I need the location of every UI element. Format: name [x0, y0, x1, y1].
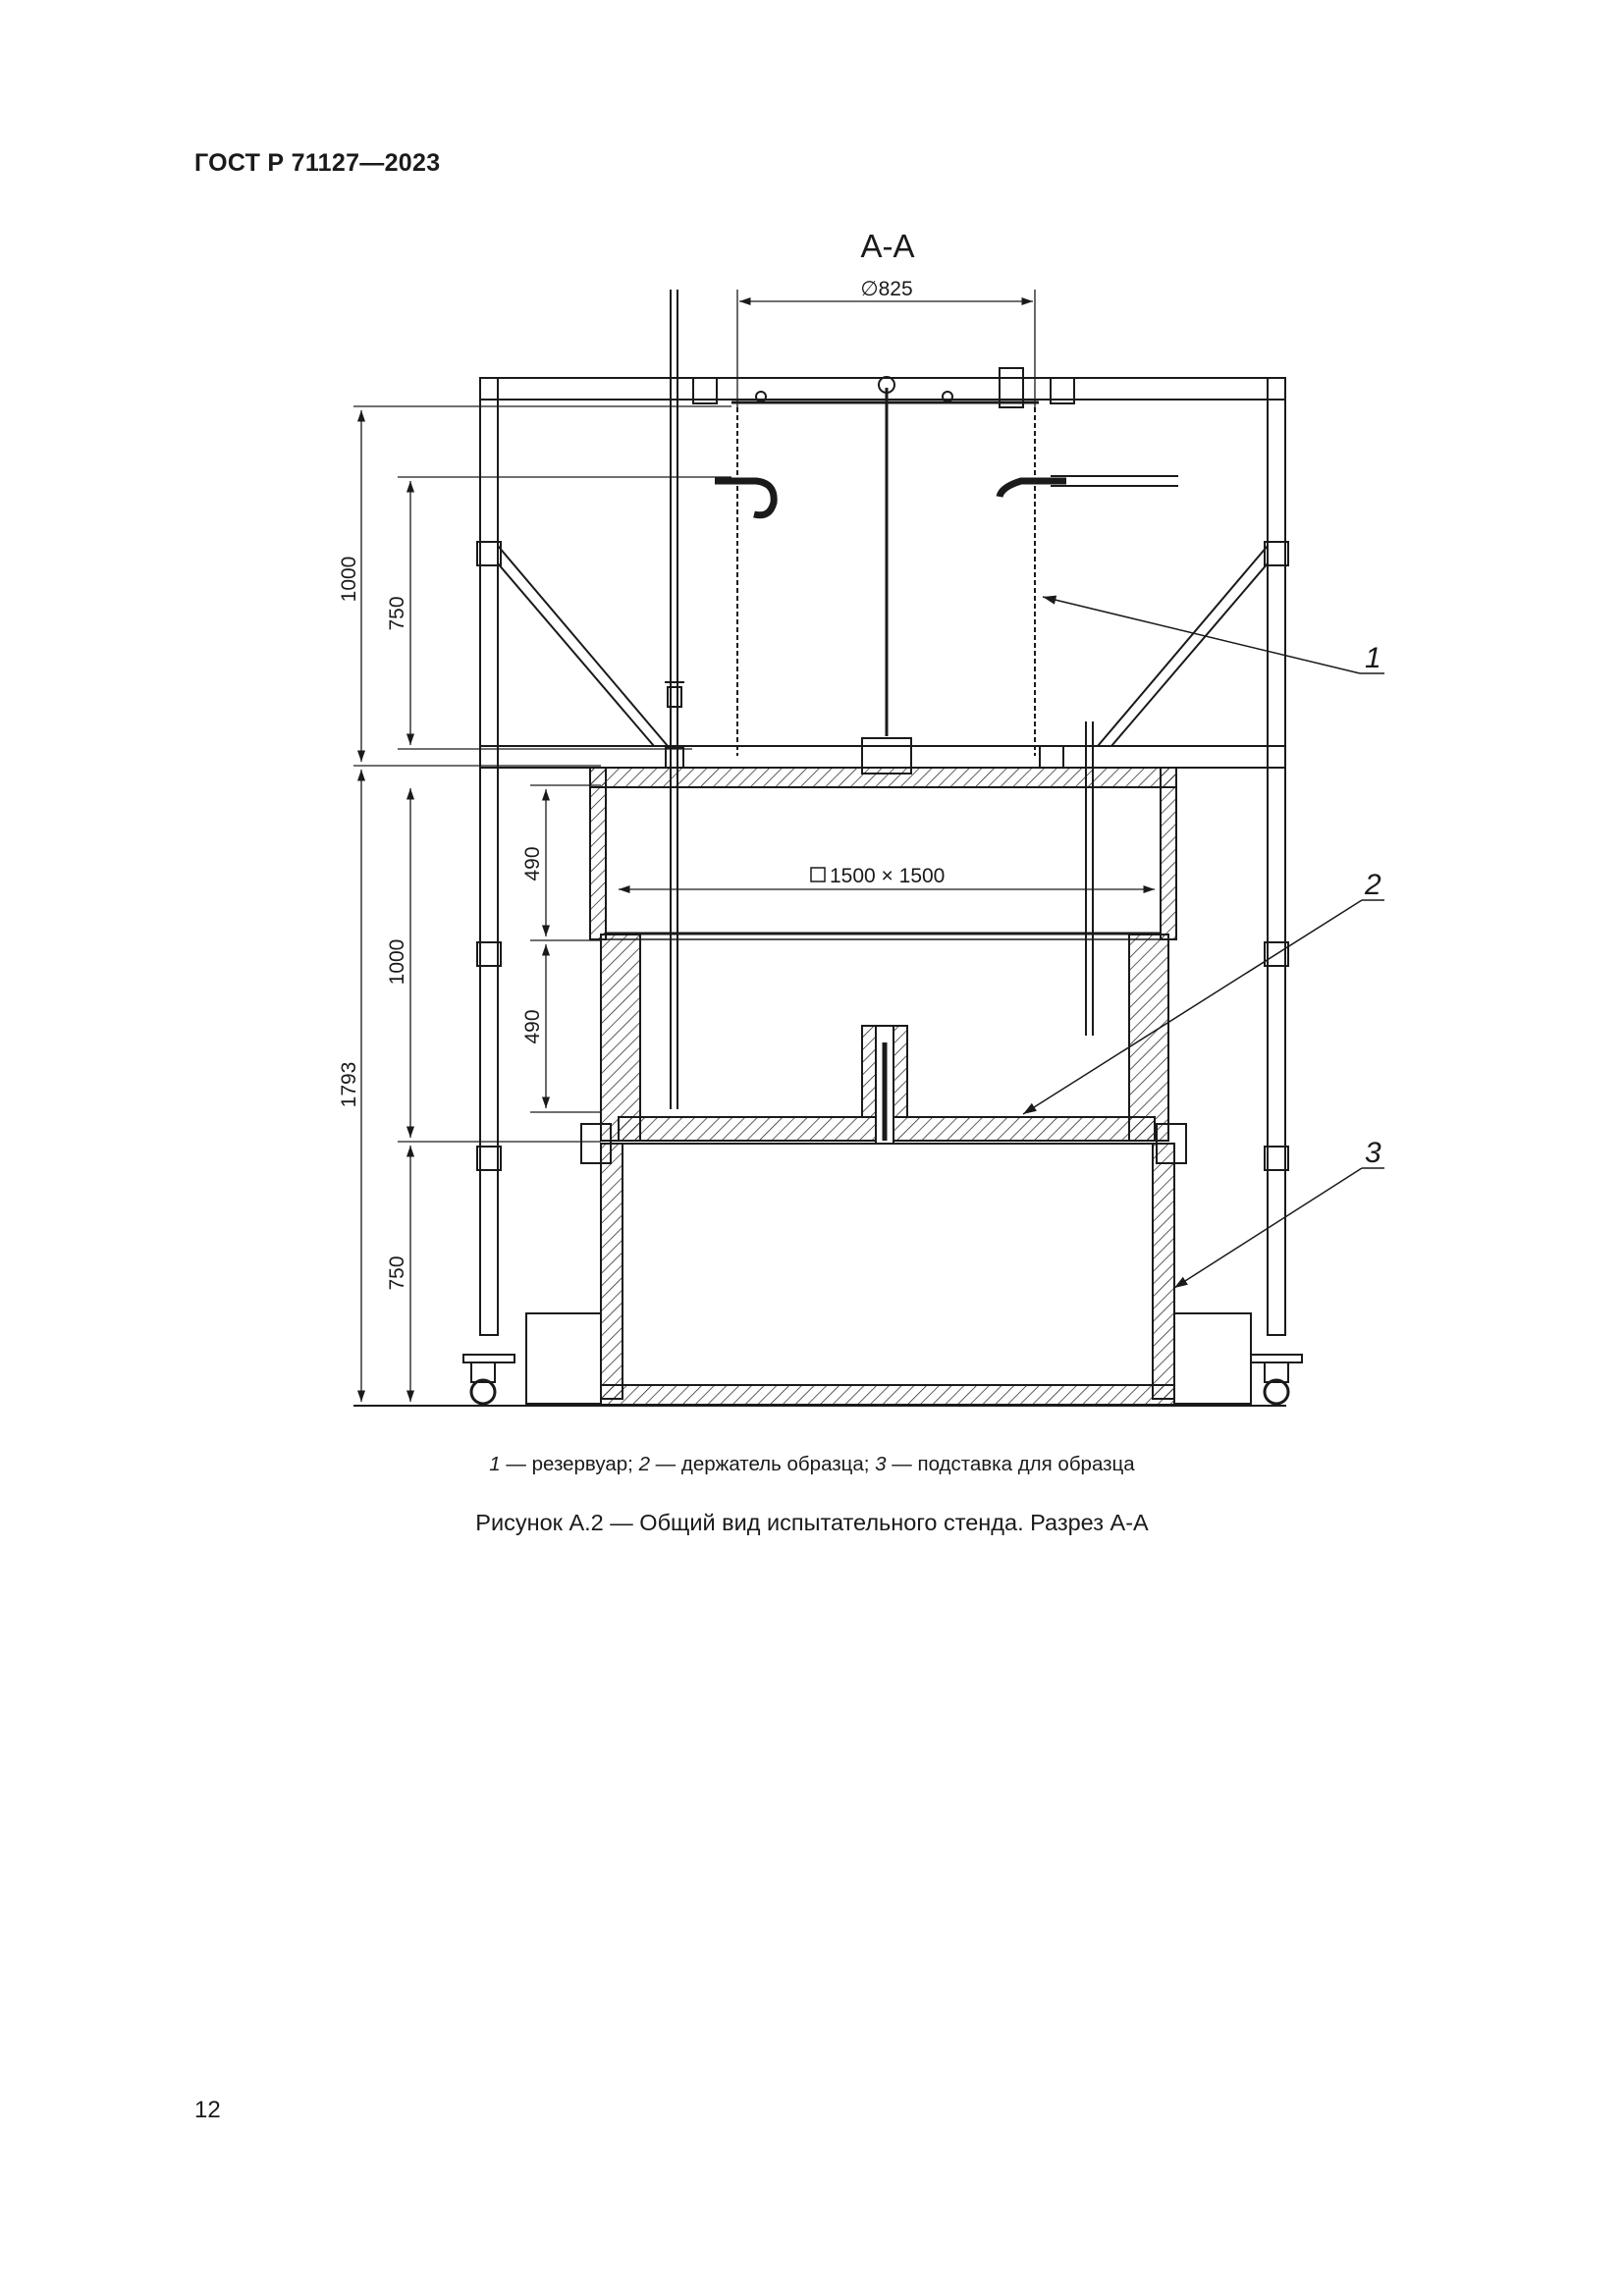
square-label: 1500 × 1500	[830, 865, 946, 887]
dim-1000-inner: 1000	[386, 938, 408, 986]
dim-490-top: 490	[521, 846, 544, 881]
callout-3: 3	[1365, 1137, 1381, 1169]
dim-490-bottom: 490	[521, 1009, 544, 1044]
section-label: А-А	[860, 228, 915, 264]
square-dimension	[619, 865, 1155, 889]
page-number: 12	[194, 2097, 221, 2123]
dim-1000-outer: 1000	[338, 556, 360, 603]
dim-1793: 1793	[338, 1061, 360, 1108]
diameter-label: ∅825	[860, 278, 913, 300]
figure-legend	[0, 1453, 1624, 1476]
legend-num-3: 3	[875, 1453, 887, 1475]
legend-num-1: 1	[489, 1453, 501, 1475]
reservoir	[715, 377, 1178, 774]
legend-text-2: — держатель образца;	[649, 1453, 876, 1475]
sample-stand	[526, 1144, 1251, 1405]
sample-holder	[581, 768, 1186, 1163]
dim-750-bottom: 750	[386, 1255, 408, 1291]
callout-2: 2	[1365, 869, 1381, 901]
legend-text-1: — резервуар;	[500, 1453, 639, 1475]
document-header: ГОСТ Р 71127—2023	[194, 149, 441, 177]
callout-1: 1	[1365, 642, 1381, 674]
legend-num-2: 2	[638, 1453, 650, 1475]
legend-text-3: — подставка для образца	[886, 1453, 1135, 1475]
left-dimensions	[353, 406, 731, 1402]
figure-caption: Рисунок А.2 — Общий вид испытательного стенда. Разрез А-А	[475, 1510, 1149, 1535]
callout-lines	[1023, 597, 1384, 1288]
dim-750-top: 750	[386, 596, 408, 631]
vertical-rods	[665, 290, 1093, 1109]
